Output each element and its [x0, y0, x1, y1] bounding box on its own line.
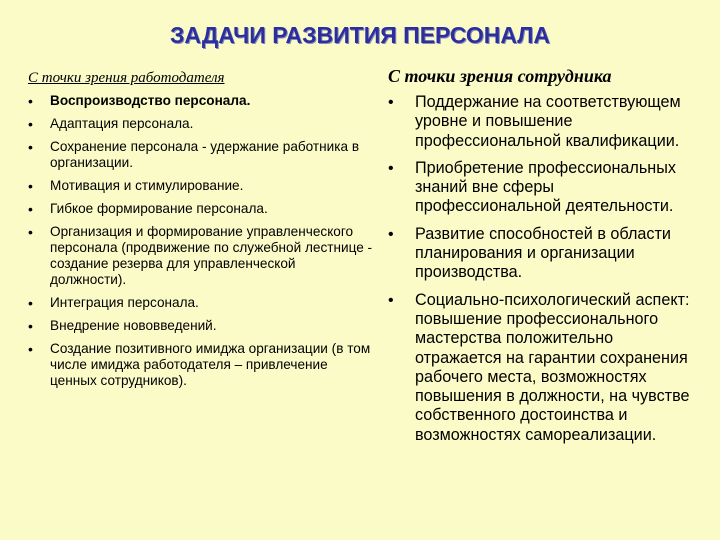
employer-column	[28, 70, 373, 396]
bullet-icon: •	[388, 94, 394, 111]
list-item-text: Социально-психологический аспект: повышение профессионального мастерства положительно отражается на гарантии сохранения рабочего места, возможностях повышения в должности, на чувстве собственного достоинства и возможностях самореализации.	[415, 290, 690, 444]
list-item	[388, 291, 698, 445]
bullet-icon: •	[28, 93, 33, 109]
bullet-icon: •	[28, 178, 33, 194]
bullet-icon: •	[388, 159, 394, 177]
page-title: ЗАДАЧИ РАЗВИТИЯ ПЕРСОНАЛА	[170, 22, 550, 48]
bullet-icon: •	[28, 116, 33, 132]
list-item	[28, 295, 373, 311]
list-item	[28, 178, 373, 194]
bullet-icon: •	[28, 139, 33, 155]
list-item-text: Гибкое формирование персонала.	[50, 201, 268, 216]
list-item-text: Воспроизводство персонала.	[50, 93, 251, 108]
list-item-text: Внедрение нововведений.	[50, 318, 217, 333]
bullet-icon: •	[28, 201, 33, 217]
list-item-text: Создание позитивного имиджа организации (в том числе имиджа работодателя – привлечение ценных сотрудников).	[50, 341, 371, 388]
bullet-icon: •	[28, 224, 33, 240]
bullet-icon: •	[28, 318, 33, 334]
list-item-text: Мотивация и стимулирование.	[50, 178, 244, 193]
list-item-text: Организация и формирование управленческого персонала (продвижение по служебной лестнице - создание резерва для управленческой должности).	[50, 224, 373, 287]
bullet-icon: •	[28, 295, 33, 311]
list-item	[388, 93, 698, 151]
bullet-icon: •	[388, 291, 394, 309]
list-item	[28, 341, 373, 389]
list-item	[28, 116, 373, 132]
list-item	[28, 224, 373, 288]
list-item-text: Адаптация персонала.	[50, 116, 194, 131]
list-item-text: Развитие способностей в области планирования и организации производства.	[415, 224, 671, 282]
list-item-text: Интеграция персонала.	[50, 295, 199, 310]
list-item	[28, 201, 373, 217]
bullet-icon: •	[28, 341, 33, 357]
bullet-icon: •	[388, 225, 394, 243]
list-item-text: Поддержание на соответствующем уровне и повышение профессиональной квалификации.	[415, 93, 681, 150]
list-item	[28, 318, 373, 334]
list-item	[28, 139, 373, 171]
employer-task-list	[28, 93, 373, 389]
employer-heading: С точки зрения работодателя	[28, 70, 225, 86]
employee-heading: С точки зрения сотрудника	[388, 66, 612, 86]
list-item	[28, 93, 373, 109]
list-item-text: Приобретение профессиональных знаний вне сферы профессиональной деятельности.	[415, 158, 676, 216]
list-item	[388, 159, 698, 217]
employee-task-list	[388, 93, 698, 445]
employee-column	[388, 66, 698, 453]
list-item	[388, 225, 698, 283]
list-item-text: Сохранение персонала - удержание работника в организации.	[50, 139, 360, 170]
